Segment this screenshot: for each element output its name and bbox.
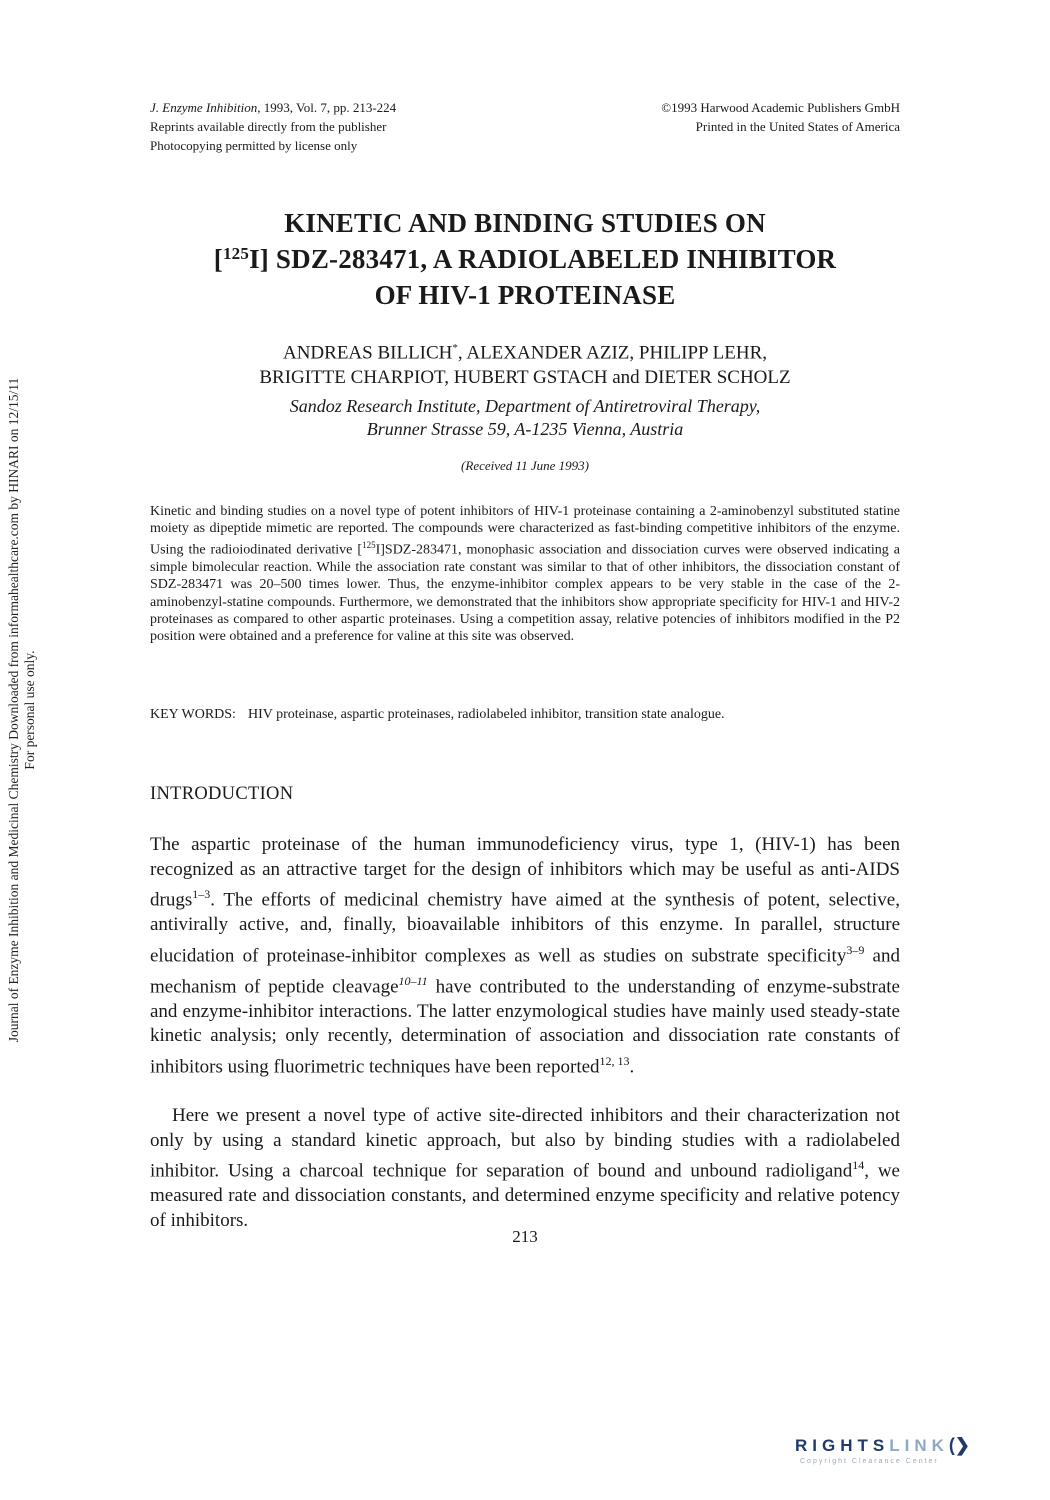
- photocopy-note: Photocopying permitted by license only: [150, 138, 358, 153]
- corresponding-mark: *: [452, 342, 458, 354]
- keywords-text: HIV proteinase, aspartic proteinases, radiolabeled inhibitor, transition state analogue.: [247, 707, 725, 722]
- citation-ref: 1–3: [192, 887, 211, 902]
- rightslink-arrow-icon: (❯: [948, 1435, 970, 1455]
- section-heading-introduction: INTRODUCTION: [150, 784, 294, 804]
- authors-line-2: BRIGITTE CHARPIOT, HUBERT GSTACH and DIETER SCHOLZ: [259, 367, 791, 389]
- title-isotope: 125: [222, 244, 250, 263]
- printed-notice: Printed in the United States of America: [695, 119, 900, 134]
- keywords-label: KEY WORDS:: [150, 707, 236, 722]
- p2-text-a: Here we present a novel type of active site-directed inhibitors and their characterization not only by using a standard kinetic approach, but also by binding studies with a radiolabeled inhibitor. Using a charcoal technique for separation of bound and unbound radioligand: [150, 1105, 900, 1182]
- page-number: 213: [512, 1227, 538, 1246]
- p1-text-d: have contributed to the understanding of enzyme-substrate and enzyme-inhibitor interactions. The latter enzymological studies have mainly used steady-state kinetic analysis; only recently, determination of association and dissociation rate constants of inhibitors using fluorimetric techniques have been reported: [150, 975, 900, 1078]
- abstract: [150, 503, 900, 645]
- corresponding-author: ANDREAS BILLICH: [282, 342, 453, 364]
- title-line-3: OF HIV-1 PROTEINASE: [374, 280, 676, 310]
- p1-text-c: and mechanism of peptide cleavage: [150, 945, 900, 997]
- rightslink-logo-part-1: RIGHTS: [795, 1436, 890, 1455]
- article-title: [150, 205, 900, 313]
- title-line-1: KINETIC AND BINDING STUDIES ON: [284, 208, 766, 238]
- author-list: [150, 336, 900, 390]
- citation-ref: 14: [852, 1158, 865, 1173]
- copyright-notice: ©1993 Harwood Academic Publishers GmbH: [661, 100, 900, 115]
- abstract-isotope: 125: [362, 540, 376, 551]
- p1-text-a: The aspartic proteinase of the human immunodeficiency virus, type 1, (HIV-1) has been recognized as an attractive target for the design of inhibitors which may be useful as anti-AIDS drugs: [150, 834, 900, 911]
- journal-header: [150, 98, 570, 155]
- p1-text-e: .: [629, 1056, 635, 1078]
- watermark-line-2: For personal use only.: [22, 650, 37, 770]
- download-watermark: [6, 260, 38, 1160]
- citation-ref: 12, 13: [599, 1053, 630, 1068]
- journal-citation: [150, 98, 570, 117]
- title-line-2: [150, 241, 900, 277]
- rightslink-logo-part-2: LINK: [889, 1436, 949, 1455]
- authors-line-1: [150, 336, 900, 365]
- title-line-2-text: I] SDZ-283471, A RADIOLABELED INHIBITOR: [249, 244, 837, 274]
- affiliation-line-2: Brunner Strasse 59, A-1235 Vienna, Austria: [366, 419, 684, 439]
- reprints-note: Reprints available directly from the publisher: [150, 119, 387, 134]
- citation-ref: 10–11: [398, 973, 428, 988]
- abstract-part-2: I]SDZ-283471, monophasic association and dissociation curves were observed indicating a simple bimolecular reaction. While the association rate constant was similar to that of other inhibitors, the dissociation constant of SDZ-283471 was 20–500 times lower. Thus, the enzyme-inhibitor complex appears to be very stable in the case of the 2-aminobenzyl-statine compounds. Furthermore, we demonstrated that the inhibitors show appropriate specificity for HIV-1 and HIV-2 proteinases as compared to other aspartic proteinases. Using a competition assay, relative potencies of inhibitors modified in the P2 position were obtained and a preference for valine at this site was observed.: [150, 543, 900, 645]
- intro-paragraph-1: [150, 833, 900, 1080]
- journal-name: J. Enzyme Inhibition: [150, 100, 258, 115]
- p2-text-b: , we measured rate and dissociation constants, and determined enzyme specificity and relative potency of inhibitors.: [150, 1160, 900, 1231]
- abstract-part-1: Kinetic and binding studies on a novel type of potent inhibitors of HIV-1 proteinase containing a 2-aminobenzyl substituted statine moiety as dipeptide mimetic are reported. The compounds were characterized as fast-binding competitive inhibitors of the enzyme. Using the radioiodinated derivative [: [150, 504, 900, 559]
- journal-volume: , 1993, Vol. 7, pp. 213-224: [257, 100, 397, 115]
- citation-ref: 3–9: [846, 942, 865, 957]
- watermark-line-1: Journal of Enzyme Inhibition and Medicinal Chemistry Downloaded from informahealthcare.com by HINARI on 12/15/11: [6, 377, 21, 1043]
- keywords: [150, 707, 910, 723]
- intro-paragraph-2: [150, 1104, 900, 1233]
- p1-text-b: . The efforts of medicinal chemistry have aimed at the synthesis of potent, selective, antivirally active, and, finally, bioavailable inhibitors of this enzyme. In parallel, structure elucidation of proteinase-inhibitor complexes as well as studies on substrate specificity: [150, 889, 900, 967]
- rightslink-tagline: Copyright Clearance Center: [800, 1458, 939, 1465]
- received-date: (Received 11 June 1993): [461, 458, 589, 473]
- publisher-header: [540, 98, 900, 136]
- authors-line-1-rest: , ALEXANDER AZIZ, PHILIPP LEHR,: [457, 342, 767, 364]
- rightslink-logo[interactable]: [795, 1435, 970, 1456]
- affiliation-line-1: Sandoz Research Institute, Department of Antiretroviral Therapy,: [289, 396, 761, 416]
- title-bracket: [: [213, 244, 223, 274]
- affiliation: [150, 395, 900, 441]
